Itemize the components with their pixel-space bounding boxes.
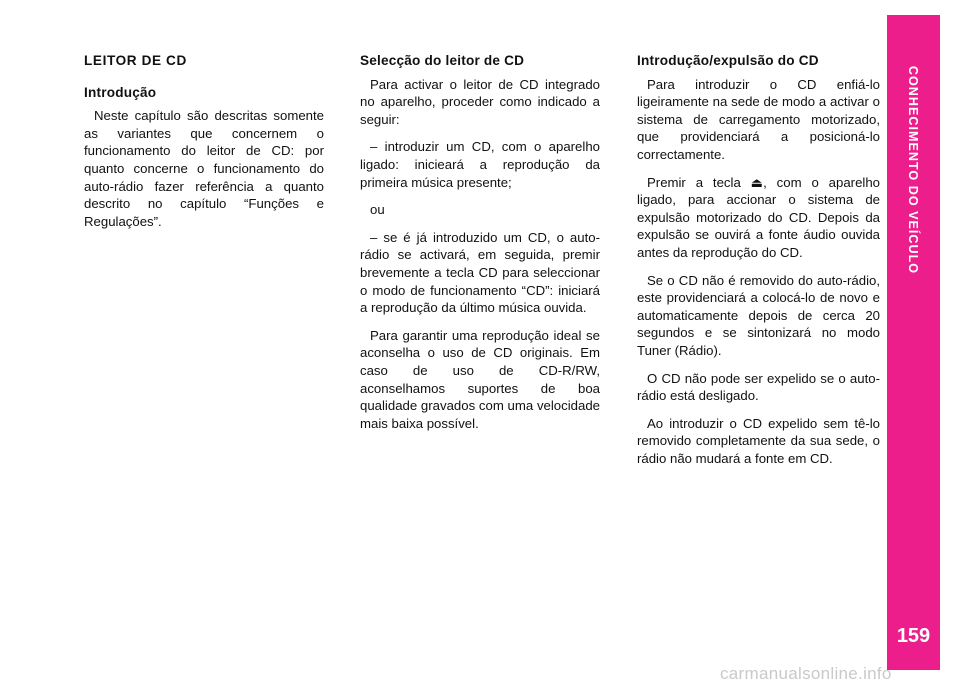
chapter-label [887, 40, 940, 300]
section-title: LEITOR DE CD [84, 53, 187, 68]
paragraph: Neste capítulo são descritas somente as variantes que concernem o funcionamento do leitor de CD: por quanto concerne o funcionamento do auto-rádio fazer referência a quanto descrito no capítulo “Funções e Regulações”. [84, 108, 324, 229]
watermark: carmanualsonline.info [720, 664, 892, 683]
paragraph: Ao introduzir o CD expelido sem tê-lo removido completamente da sua sede, o rádio não mudará a fonte em CD. [637, 415, 880, 466]
paragraph: ou [370, 202, 385, 218]
subtitle-introducao: Introdução [84, 84, 157, 100]
chapter-label-text: CONHECIMENTO DO VEÍCULO [906, 65, 921, 275]
page-number: 159 [896, 625, 931, 647]
paragraph: Para garantir uma reprodução ideal se aconselha o uso de CD originais. Em caso de uso de CD-R/RW, aconselhamos suportes de boa qualidade gravados com uma velocidade mais baixa possível. [360, 327, 600, 431]
column-2 [360, 52, 600, 442]
paragraph: – se é já introduzido um CD, o auto-rádio se activará, em seguida, premir brevemente a tecla CD para seleccionar o modo de funcionamento “CD”: iniciará a reprodução da último música ouvida. [360, 229, 600, 316]
chapter-sidebar [887, 15, 940, 670]
paragraph: O CD não pode ser expelido se o auto-rádio está desligado. [637, 370, 880, 404]
subtitle-seleccao: Selecção do leitor de CD [360, 53, 525, 68]
paragraph: Se o CD não é removido do auto-rádio, este providenciará a colocá-lo de novo e automaticamente depois de cerca 20 segundos e se sintonizará no modo Tuner (Rádio). [637, 272, 880, 358]
column-1 [84, 52, 324, 240]
paragraph: Para introduzir o CD enfiá-lo ligeiramente na sede de modo a activar o sistema de carregamento motorizado, que providenciará a posicioná-lo correctamente. [637, 76, 880, 162]
paragraph: Para activar o leitor de CD integrado no aparelho, proceder como indicado a seguir: [360, 76, 600, 127]
subtitle-introducao-expulsao: Introdução/expulsão do CD [637, 53, 819, 68]
paragraph: – introduzir um CD, com o aparelho ligado: inicieará a reprodução da primeira música presente; [360, 139, 600, 190]
paragraph: Premir a tecla ⏏, com o aparelho ligado, para accionar o sistema de expulsão motorizado do CD. Depois da expulsão se ouvirá a fonte áudio ouvida antes da reprodução do CD. [637, 174, 880, 260]
column-3 [637, 52, 880, 477]
